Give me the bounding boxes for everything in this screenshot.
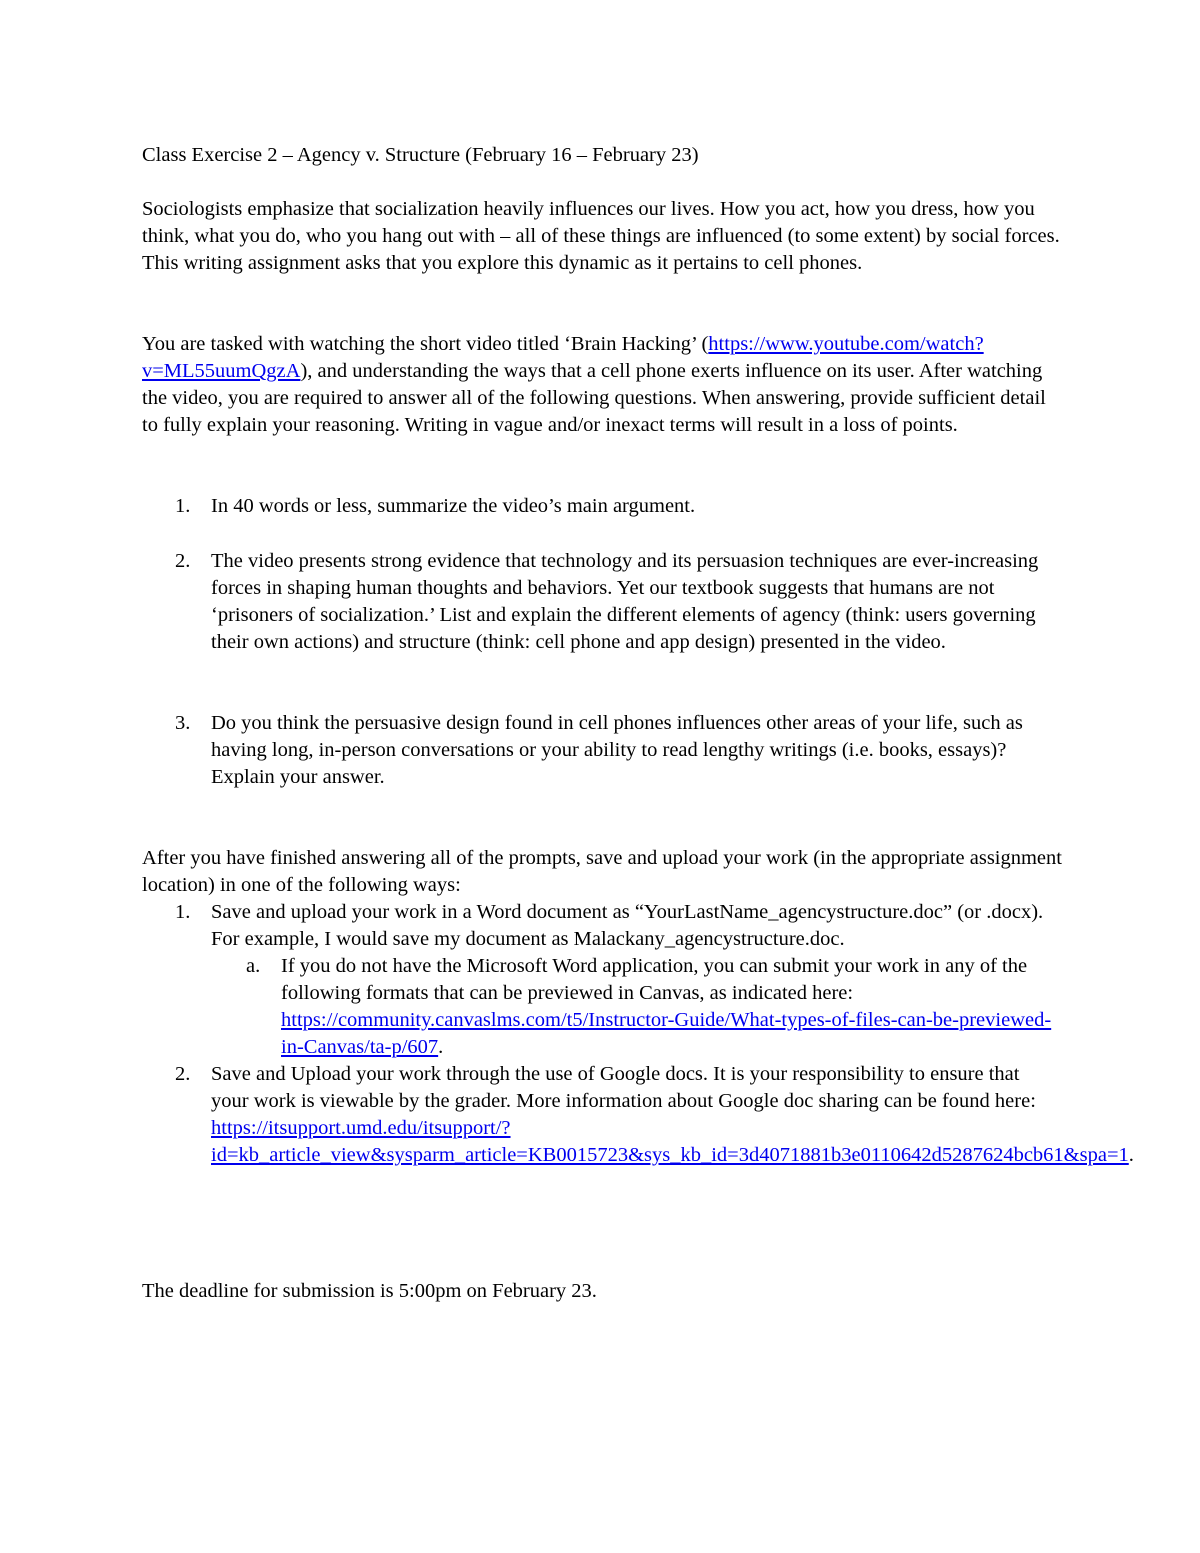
question-number: 3. [175, 712, 191, 734]
sub-item-text: If you do not have the Microsoft Word application, you can submit your work in any of the following formats that can be previewed in Canvas, as indicated here: [281, 955, 1028, 1004]
question-text: The video presents strong evidence that technology and its persuasion techniques are ever-increasing forces in shaping human thoughts and behaviors. Yet our textbook suggests that humans are not ‘prisoners of socialization.’ List and explain the different elements of agency (think: users governing their own actions) and structure (think: cell phone and app design) presented in the video. [211, 550, 1039, 653]
submission-instructions: After you have finished answering all of the prompts, save and upload your work (in the appropriate assignment location) in one of the following ways: [142, 847, 1062, 896]
list-item-text [211, 1061, 1134, 1169]
item-end: . [1128, 1144, 1134, 1166]
question-text: Do you think the persuasive design found in cell phones influences other areas of your life, such as having long, in-person conversations or your ability to read lengthy writings (i.e. books, essays)? Explain your answer. [211, 712, 1023, 788]
submission-option-2 [142, 1061, 1134, 1169]
video-link[interactable]: https://www.youtube.com/watch?v=ML55uumQgzA [142, 333, 984, 382]
submission-option-1a [246, 953, 1062, 1061]
task-paragraph [142, 331, 1062, 439]
google-docs-help-link[interactable]: https://itsupport.umd.edu/itsupport/?id=kb_article_view&sysparm_article=KB0015723&sys_kb_id=3d4071881b3e0110642d5287624bcb61&spa=1 [211, 1117, 1129, 1166]
submission-option-1 [142, 899, 1062, 953]
list-number: 2. [175, 1063, 191, 1085]
question-number: 1. [175, 495, 191, 517]
list-item-text: Save and upload your work in a Word document as “YourLastName_agencystructure.doc” (or .docx). For example, I would save my document as Malackany_agencystructure.doc. [211, 901, 1044, 950]
intro-paragraph: Sociologists emphasize that socialization heavily influences our lives. How you act, how you dress, how you think, what you do, who you hang out with – all of these things are influenced (to some extent) by social forces. This writing assignment asks that you explore this dynamic as it pertains to cell phones. [142, 198, 1060, 274]
question-2 [142, 548, 1062, 656]
question-number: 2. [175, 550, 191, 572]
task-text-before: You are tasked with watching the short video titled ‘Brain Hacking’ ( [142, 333, 709, 355]
canvas-file-types-link[interactable]: https://community.canvaslms.com/t5/Instructor-Guide/What-types-of-files-can-be-previewed-in-Canvas/ta-p/607 [281, 1009, 1052, 1058]
document-title: Class Exercise 2 – Agency v. Structure (February 16 – February 23) [142, 144, 699, 166]
item-text: Save and Upload your work through the use of Google docs. It is your responsibility to ensure that your work is viewable by the grader. More information about Google doc sharing can be found here: [211, 1063, 1036, 1112]
question-3 [142, 710, 1062, 791]
question-1 [142, 493, 1062, 520]
list-item-text [281, 953, 1061, 1061]
list-number: 1. [175, 901, 191, 923]
task-text-after: ), and understanding the ways that a cell phone exerts influence on its user. After watching the video, you are required to answer all of the following questions. When answering, provide sufficient detail to fully explain your reasoning. Writing in vague and/or inexact terms will result in a loss of points. [142, 360, 1046, 436]
deadline-text: The deadline for submission is 5:00pm on February 23. [142, 1280, 597, 1302]
submission-list [142, 899, 1134, 1169]
question-text: In 40 words or less, summarize the video’s main argument. [211, 495, 696, 517]
list-letter: a. [246, 955, 261, 977]
sub-item-end: . [438, 1036, 444, 1058]
